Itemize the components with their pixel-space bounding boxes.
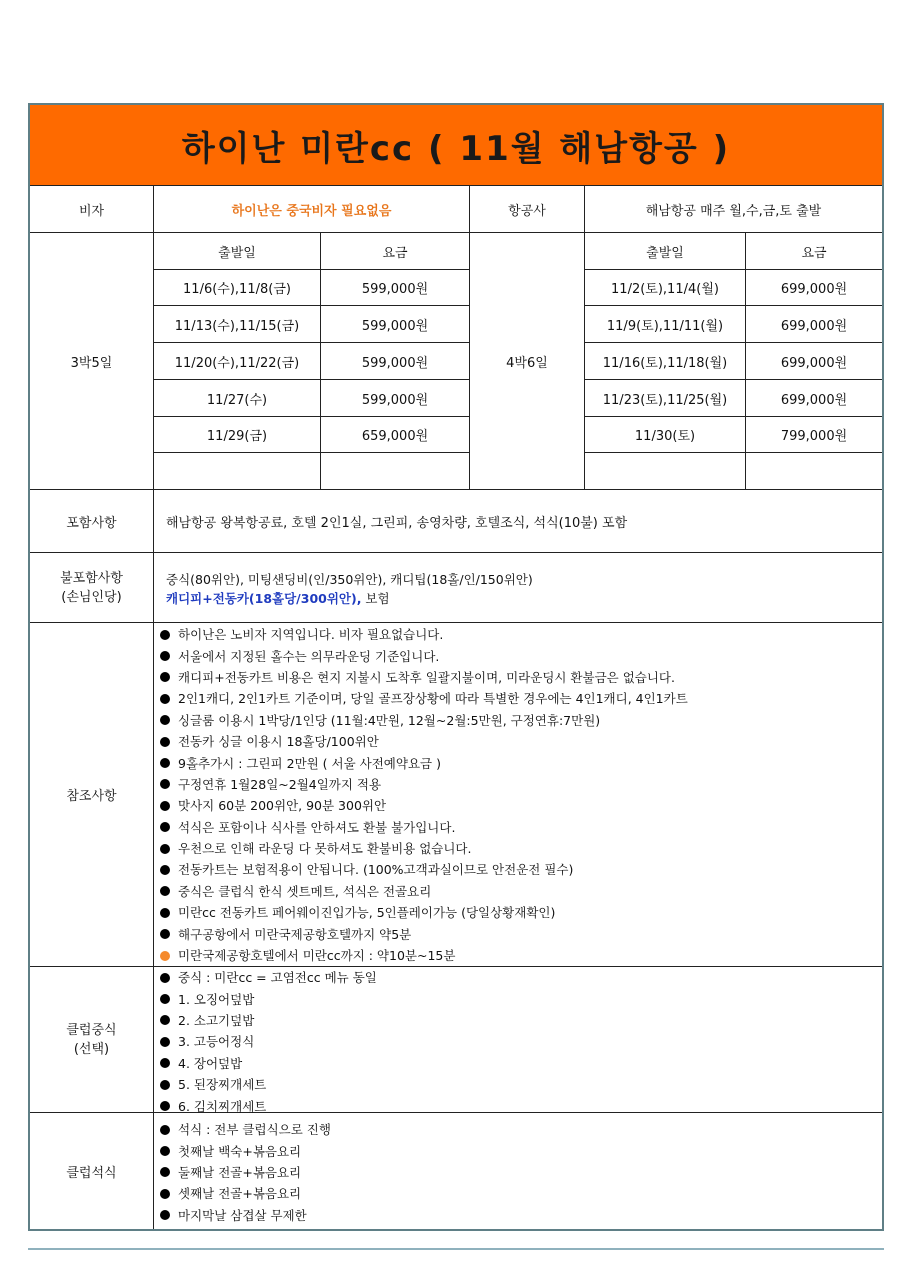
header-date-4n6d: 출발일 bbox=[646, 245, 684, 261]
notes-list bbox=[160, 624, 880, 966]
lunch-text: 6. 김치찌개세트 bbox=[178, 1098, 267, 1114]
bullet-icon bbox=[160, 994, 170, 1004]
airline-label: 항공사 bbox=[508, 203, 546, 219]
bullet-icon bbox=[160, 1210, 170, 1220]
club-dinner-list bbox=[160, 1119, 880, 1226]
bullet-icon bbox=[160, 929, 170, 939]
lunch-text: 5. 된장찌개세트 bbox=[178, 1077, 267, 1093]
price-cell: 699,000원 bbox=[780, 392, 848, 408]
list-item bbox=[160, 1140, 880, 1161]
date-cell: 11/13(수),11/15(금) bbox=[174, 318, 300, 334]
club-dinner-label: 클럽석식 bbox=[66, 1165, 117, 1181]
club-lunch-list bbox=[160, 967, 880, 1117]
list-item bbox=[160, 988, 880, 1009]
bullet-icon bbox=[160, 1080, 170, 1090]
header-price-3n5d: 요금 bbox=[382, 245, 408, 261]
date-cell: 11/23(토),11/25(월) bbox=[602, 392, 728, 408]
note-text: 전동카 싱글 이용시 18홀당/100위안 bbox=[178, 734, 379, 750]
list-item bbox=[160, 902, 880, 923]
bullet-icon bbox=[160, 844, 170, 854]
date-cell: 11/20(수),11/22(금) bbox=[174, 355, 300, 371]
bullet-icon bbox=[160, 1167, 170, 1177]
list-item bbox=[160, 967, 880, 988]
lunch-text: 1. 오징어덮밥 bbox=[178, 991, 255, 1007]
club-lunch-label-line2: (선택) bbox=[73, 1041, 110, 1057]
dinner-text: 마지막날 삼겹살 무제한 bbox=[178, 1207, 307, 1223]
note-text: 맛사지 60분 200위안, 90분 300위안 bbox=[178, 798, 387, 814]
list-item bbox=[160, 1119, 880, 1140]
note-text: 전동카트는 보험적용이 안됩니다. (100%고객과실이므로 안전운전 필수) bbox=[178, 862, 574, 878]
visa-label: 비자 bbox=[78, 203, 105, 219]
list-item bbox=[160, 688, 880, 709]
date-cell: 11/6(수),11/8(금) bbox=[183, 282, 291, 297]
bullet-icon bbox=[160, 886, 170, 896]
list-item bbox=[160, 1183, 880, 1204]
price-cell: 599,000원 bbox=[361, 282, 429, 297]
bullet-icon bbox=[160, 630, 170, 640]
list-item bbox=[160, 731, 880, 752]
price-cell: 799,000원 bbox=[780, 429, 848, 444]
note-text: 서울에서 지정된 홀수는 의무라운딩 기준입니다. bbox=[178, 648, 440, 664]
visa-value: 하이난은 중국비자 필요없음 bbox=[231, 203, 392, 219]
excluded-label bbox=[30, 553, 153, 622]
dinner-text: 첫째날 백숙+볶음요리 bbox=[178, 1143, 302, 1159]
lunch-text: 2. 소고기덮밥 bbox=[178, 1012, 255, 1028]
list-item bbox=[160, 923, 880, 944]
note-text: 중식은 클럽식 한식 셋트메트, 석식은 전골요리 bbox=[178, 883, 432, 899]
bullet-icon bbox=[160, 1101, 170, 1111]
bullet-icon bbox=[160, 908, 170, 918]
note-text: 캐디피+전동카트 비용은 현지 지불시 도착후 일괄지불이며, 미라운딩시 환불금은 없습니다. bbox=[178, 669, 675, 685]
note-text: 구정연휴 1월28일~2월4일까지 적용 bbox=[178, 776, 382, 792]
bullet-icon bbox=[160, 651, 170, 661]
bullet-icon bbox=[160, 1037, 170, 1047]
excluded-label-line1: 불포함사항 bbox=[60, 570, 123, 586]
bullet-icon bbox=[160, 672, 170, 682]
lunch-text: 4. 장어덮밥 bbox=[178, 1055, 243, 1071]
price-cell: 599,000원 bbox=[361, 392, 429, 408]
airline-value: 해남항공 매주 월,수,금,토 출발 bbox=[645, 203, 822, 219]
list-item bbox=[160, 752, 880, 773]
bullet-icon bbox=[160, 1015, 170, 1025]
date-cell: 11/16(토),11/18(월) bbox=[602, 355, 728, 371]
date-cell: 11/29(금) bbox=[206, 429, 268, 444]
list-item bbox=[160, 1162, 880, 1183]
club-lunch-label bbox=[30, 967, 153, 1112]
price-cell: 699,000원 bbox=[780, 318, 848, 334]
bullet-icon bbox=[160, 758, 170, 768]
note-text: 2인1캐디, 2인1카트 기준이며, 당일 골프장상황에 따라 특별한 경우에는 4인1캐디, 4인1카트 bbox=[178, 691, 688, 707]
bullet-icon bbox=[160, 715, 170, 725]
date-cell bbox=[154, 453, 320, 489]
note-text: 9홀추가시 : 그린피 2만원 ( 서울 사전예약요금 ) bbox=[178, 755, 441, 771]
list-item bbox=[160, 667, 880, 688]
bullet-icon bbox=[160, 694, 170, 704]
list-item bbox=[160, 1053, 880, 1074]
dinner-text: 석식 : 전부 클럽식으로 진행 bbox=[178, 1122, 331, 1138]
note-text: 미란국제공항호텔에서 미란cc까지 : 약10분~15분 bbox=[178, 948, 456, 964]
list-item bbox=[160, 645, 880, 666]
list-item bbox=[160, 1095, 880, 1116]
date-cell: 11/30(토) bbox=[634, 429, 696, 444]
header-price-4n6d: 요금 bbox=[801, 245, 827, 261]
included-text: 해남항공 왕복항공료, 호텔 2인1실, 그린피, 송영차량, 호텔조식, 석식(10불) 포함 bbox=[166, 515, 628, 531]
note-text: 싱글룸 이용시 1박당/1인당 (11월:4만원, 12월~2월:5만원, 구정연휴:7만원) bbox=[178, 712, 601, 728]
plan-4n6d-label: 4박6일 bbox=[506, 355, 548, 371]
dinner-text: 셋째날 전골+볶음요리 bbox=[178, 1186, 302, 1202]
list-item bbox=[160, 859, 880, 880]
note-text: 우천으로 인해 라운딩 다 못하셔도 환불비용 없습니다. bbox=[178, 841, 472, 857]
price-cell: 659,000원 bbox=[361, 429, 429, 444]
note-text: 해구공항에서 미란국제공항호텔까지 약5분 bbox=[178, 926, 412, 942]
bullet-icon bbox=[160, 822, 170, 832]
excluded-line1: 중식(80위안), 미팅샌딩비(인/350위안), 캐디팁(18홀/인/150위안) bbox=[166, 572, 533, 587]
price-cell: 699,000원 bbox=[780, 355, 848, 371]
list-item bbox=[160, 795, 880, 816]
bullet-icon bbox=[160, 1125, 170, 1135]
list-item bbox=[160, 1074, 880, 1095]
bullet-icon bbox=[160, 1189, 170, 1199]
title-banner bbox=[30, 105, 882, 185]
price-cell: 599,000원 bbox=[361, 355, 429, 371]
header-date-3n5d: 출발일 bbox=[218, 245, 256, 261]
bullet-icon bbox=[160, 1058, 170, 1068]
list-item bbox=[160, 1010, 880, 1031]
excluded-rest: 보험 bbox=[361, 591, 390, 606]
list-item bbox=[160, 1031, 880, 1052]
list-item bbox=[160, 710, 880, 731]
list-item bbox=[160, 774, 880, 795]
bullet-icon bbox=[160, 973, 170, 983]
bullet-icon bbox=[160, 1146, 170, 1156]
lunch-text: 3. 고등어정식 bbox=[178, 1034, 255, 1050]
included-label: 포함사항 bbox=[66, 515, 117, 531]
note-text: 석식은 포함이나 식사를 안하셔도 환불 불가입니다. bbox=[178, 819, 456, 835]
date-cell: 11/2(토),11/4(월) bbox=[611, 282, 719, 297]
excluded-content bbox=[166, 570, 866, 608]
bullet-icon bbox=[160, 951, 170, 961]
bullet-icon bbox=[160, 779, 170, 789]
price-cell: 599,000원 bbox=[361, 318, 429, 334]
lunch-text: 중식 : 미란cc = 고염전cc 메뉴 동일 bbox=[178, 970, 377, 986]
list-item bbox=[160, 817, 880, 838]
dinner-text: 둘째날 전골+볶음요리 bbox=[178, 1164, 302, 1180]
price-cell: 699,000원 bbox=[780, 282, 848, 297]
tour-document bbox=[28, 103, 884, 1231]
excluded-highlight: 캐디피+전동카(18홀당/300위안), bbox=[166, 591, 362, 606]
bullet-icon bbox=[160, 801, 170, 811]
list-item bbox=[160, 945, 880, 966]
price-cell bbox=[746, 453, 882, 489]
excluded-line2 bbox=[166, 589, 866, 608]
list-item bbox=[160, 838, 880, 859]
plan-3n5d-label: 3박5일 bbox=[70, 355, 113, 371]
date-cell: 11/9(토),11/11(월) bbox=[606, 318, 724, 334]
bullet-icon bbox=[160, 737, 170, 747]
notes-label: 참조사항 bbox=[66, 789, 117, 804]
club-lunch-label-line1: 클럽중식 bbox=[66, 1022, 117, 1038]
list-item bbox=[160, 1205, 880, 1226]
note-text: 하이난은 노비자 지역입니다. 비자 필요없습니다. bbox=[178, 627, 444, 643]
list-item bbox=[160, 624, 880, 645]
date-cell bbox=[585, 453, 745, 489]
date-cell: 11/27(수) bbox=[206, 392, 268, 408]
note-text: 미란cc 전동카트 페어웨이진입가능, 5인플레이가능 (당일상황재확인) bbox=[178, 905, 556, 921]
footer-divider bbox=[28, 1248, 884, 1250]
page-title: 하이난 미란cc ( 11월 해남항공 ) bbox=[181, 128, 731, 169]
list-item bbox=[160, 881, 880, 902]
price-cell bbox=[321, 453, 469, 489]
excluded-label-line2: (손님인당) bbox=[61, 589, 122, 605]
bullet-icon bbox=[160, 865, 170, 875]
